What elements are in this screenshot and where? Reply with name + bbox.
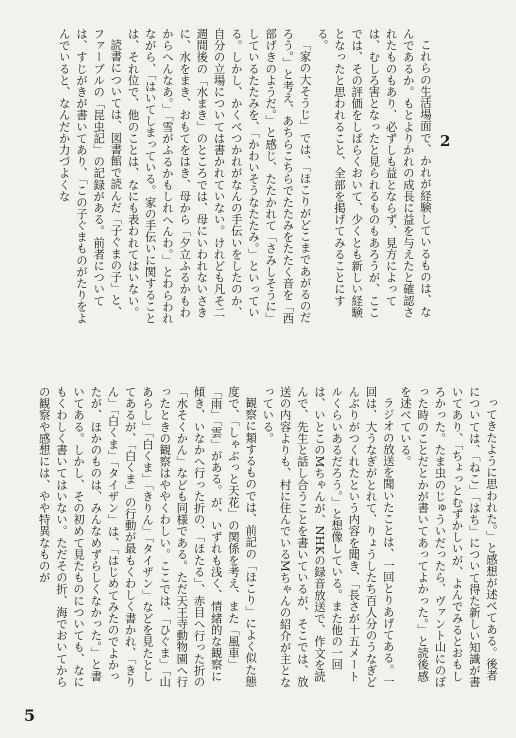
page-number: 5 bbox=[24, 706, 36, 725]
top-text-block bbox=[26, 28, 434, 326]
paragraph: 読書については、図書館で読んだ「子ぐまの子」と、ファーブルの「昆虫記」の記録がある。前者については、すじがきが書いてあり、「この子ぐまものがたりをよんでいると、なんだか力づよくな bbox=[57, 28, 124, 324]
section-number: 2 bbox=[440, 132, 451, 150]
paragraph: 「家の大そうじ」では、「ほこりがどこまであがるのだろう。」と考え、あちらこちらでたたみをたたく音を「西部げきのようだ。」と感じ、たたかれて「さみしそうに」しているたたみを、「かわいそうなたたみ。」といっている。しかし、かくべつかれがなんの手伝いをしたのか、自分の立場については書かれていない。けれども凡そ二週間後の「水まき」のところでは、母にいわれないさきに、水をまき、おもてをはき、母から「夕立ふるかもわからへんなあ。」「雪がふるかもしれへんわ。」とわらわれながら、「はいてしまっている。家の手伝いに関することは、それ位で、他のことは、なにも表われてはいない。 bbox=[126, 28, 313, 325]
paragraph: これらの生活場面で、かれが経験しているものは、なんであるか。もとよりかれの成長に益を与えたと確認されたものもあり、必ずしも益とならず、見方によっては、むしろ害となったと見られるものもあろうが、ここでは、その評価をしばらくおいて、少くとも新しい経験となったと思われること、全部を掲げてみることにする。 bbox=[315, 28, 433, 318]
paragraph: ってきたように思われた。」と感想が述べてある。後者については、「ねこ」「はち」について得た新しい知識が書いてあり、「ちょっとむずかしいが、よんでみるとおもしろかった。たま虫のじゅういだったら、ヴァント山にのぼった時のことだとかが書いてあってよかった。」と読後感を述べている。 bbox=[398, 386, 499, 688]
paragraph: 観察に類するものでは、前記の「ほこり」によく似た態度で、「しゃぶっと天花」の関係を考え、また「風車」「雨」「雲」がある。が、いずれも浅く、情緒的な観察に傾き、いなかへ行った折の、「ほたる」、赤目へ行った折の「水そくかん」なども同様である。ただ天王寺動物園へ行ったときの観察はややくわしい。ここでは、「ひぐま」「山あらし」「白くま」「きりん」「タイザン」などを見たとしてあるが、「白くま」の行動が最もくわしく書かれ、「きりん」「白くま」「タイザン」は、「はじめてみたのでよかったが、ほかのものは、みんなめずらしくなかった。」と書いてある。しかし、その初めて見たものについても、なにもくわしく書いてはいない。ただその折、海でおいてからの観察や感想には、やや特異なものが bbox=[37, 386, 259, 688]
paragraph: ラジオの放送を聞いたことは、一回とりあげてある。一回は、大うなぎがとれて、りょうしたち百人分のうなぎどんぶりがつくれたという内容を聞き、「長さが十五メートルくらいあるだろう。」と想像している。また他の一回は、いとこのMちゃんが、NHKの録音放送で、作文を読んで、先生と話し合うことを書いているが、そこでは、放送の内容よりも、村に住んでいるMちゃんの紹介が主となっている。 bbox=[261, 386, 396, 688]
bottom-text-block bbox=[24, 386, 500, 690]
